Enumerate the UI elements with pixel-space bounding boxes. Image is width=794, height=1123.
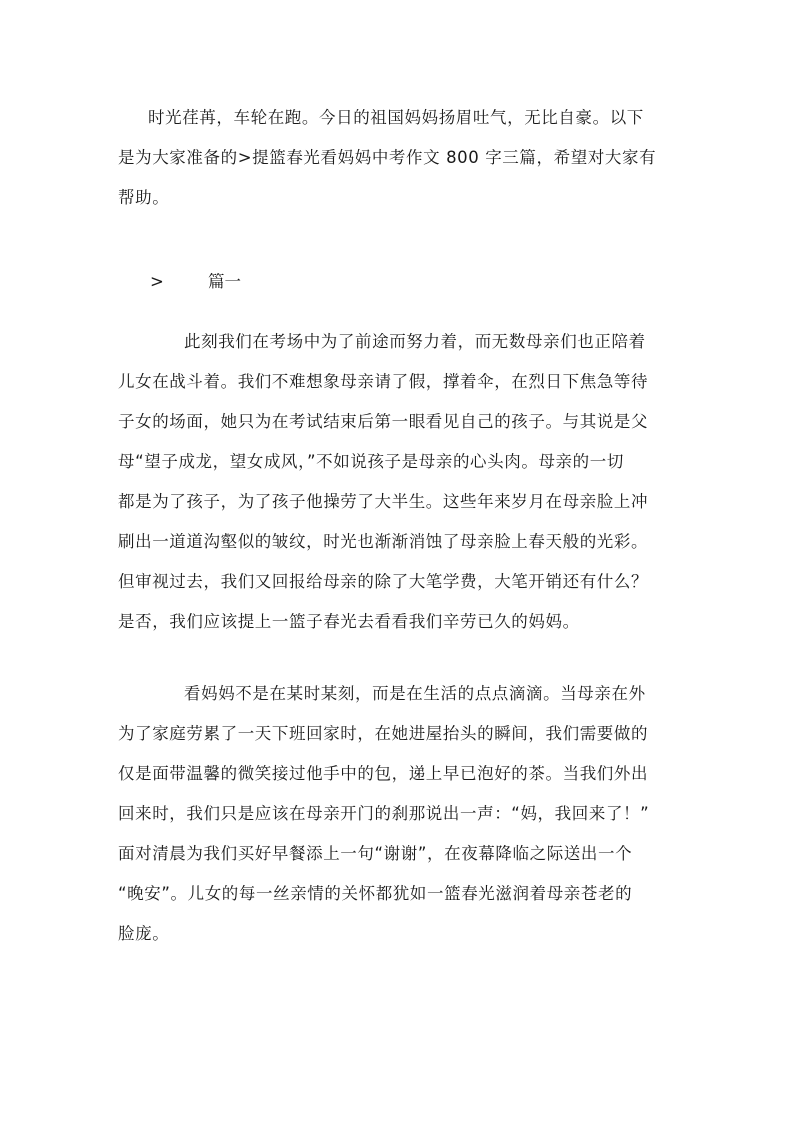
paragraph-line: 脸庞。	[118, 924, 170, 943]
intro-line: 时光荏苒，车轮在跑。今日的祖国妈妈扬眉吐气，无比自豪。以下	[148, 108, 644, 127]
intro-paragraph	[118, 98, 678, 218]
paragraph-line: 回来时，我们只是应该在母亲开门的刹那说出一声：“妈，我回来了！”	[118, 804, 650, 823]
paragraph-line: “晚安”。儿女的每一丝亲情的关怀都犹如一篮春光滋润着母亲苍老的	[118, 884, 633, 903]
paragraph-line: 看妈妈不是在某时某刻，而是在生活的点点滴滴。当母亲在外	[184, 684, 646, 703]
heading-marker: >	[150, 272, 164, 291]
intro-line: 是为大家准备的>提篮春光看妈妈中考作文 800 字三篇，希望对大家有	[118, 148, 657, 167]
intro-line: 帮助。	[118, 188, 170, 207]
body-paragraph-1	[118, 322, 678, 642]
paragraph-line: 刷出一道道沟壑似的皱纹，时光也渐渐消蚀了母亲脸上春天般的光彩。	[118, 532, 649, 551]
paragraph-line: 是否，我们应该提上一篮子春光去看看我们辛劳已久的妈妈。	[118, 612, 580, 631]
paragraph-line: 儿女在战斗着。我们不难想象母亲请了假，撑着伞，在烈日下焦急等待	[118, 372, 649, 391]
paragraph-line: 为了家庭劳累了一天下班回家时，在她进屋抬头的瞬间，我们需要做的	[118, 724, 649, 743]
paragraph-line: 此刻我们在考场中为了前途而努力着，而无数母亲们也正陪着	[184, 332, 646, 351]
body-paragraph-2	[118, 674, 678, 954]
paragraph-line: 都是为了孩子，为了孩子他操劳了大半生。这些年来岁月在母亲脸上冲	[118, 492, 649, 511]
paragraph-line: 面对清晨为我们买好早餐添上一句“谢谢”，在夜幕降临之际送出一个	[118, 844, 633, 863]
paragraph-line: 母“望子成龙，望女成风，”不如说孩子是母亲的心头肉。母亲的一切	[118, 452, 624, 471]
paragraph-line: 子女的场面，她只为在考试结束后第一眼看见自己的孩子。与其说是父	[118, 412, 649, 431]
section-heading	[150, 262, 241, 302]
paragraph-line: 仅是面带温馨的微笑接过他手中的包，递上早已泡好的茶。当我们外出	[118, 764, 649, 783]
paragraph-line: 但审视过去，我们又回报给母亲的除了大笔学费，大笔开销还有什么？	[118, 572, 649, 591]
heading-title: 篇一	[208, 272, 241, 291]
